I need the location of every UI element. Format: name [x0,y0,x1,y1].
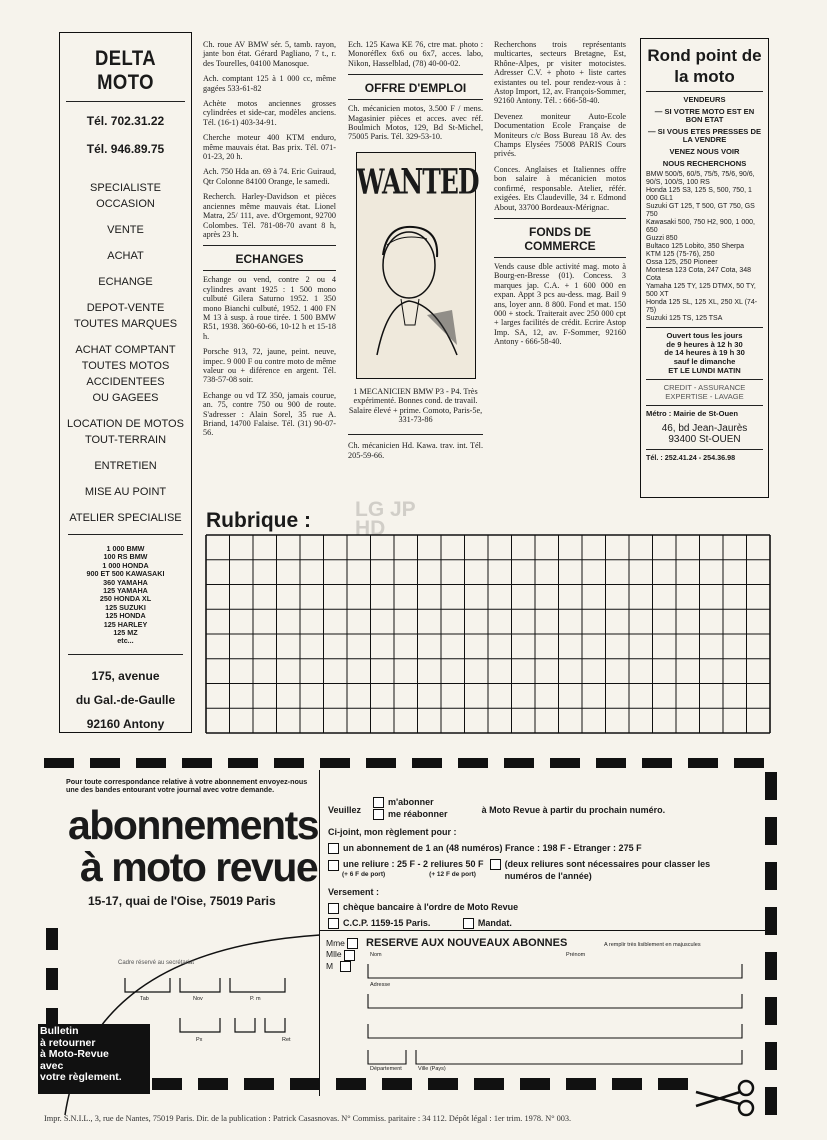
delta-service-item: TOUTES MOTOS [81,360,170,372]
delta-services-list [60,182,191,524]
rond-brand: Yamaha 125 TY, 125 DTMX, 50 TY, 500 XT [646,283,756,299]
classifieds-column-1 [203,40,336,444]
option-reliure: une reliure : 25 F - 2 reliures 50 F [343,859,484,870]
coupon-dash [458,758,488,768]
coupon-dash [550,758,580,768]
delta-model-item: 1 000 BMW [106,544,145,553]
delta-moto-title: DELTA MOTO [94,47,157,94]
delta-service-item: MISE AU POINT [84,486,167,498]
rond-address-line: 93400 St-OUEN [668,433,741,445]
rond-brand: Guzzi 850 [646,235,678,243]
echanges-heading: ECHANGES [235,252,304,267]
coupon-dash [642,758,672,768]
coupon-divider [320,930,768,931]
delta-service-item: TOUTES MARQUES [73,318,178,330]
rond-point-title: Rond point de la moto [647,46,762,86]
classifieds-column-3 [494,40,626,353]
rond-service: EXPERTISE - LAVAGE [665,391,744,401]
wanted-caption: 1 MECANICIEN BMW P3 - P4. Très expérimenté. Bonnes cond. de travail. Salaire élevé + prime. Comoto, Paris-5e, 331-73-86 [348,386,483,425]
delta-address [60,669,191,731]
rond-line: — SI VOUS ETES PRESSES DE LA VENDRE [647,126,762,145]
delta-service-item: ACHAT [107,250,144,262]
coupon-dash [765,1042,777,1070]
classified-ad: Echange ou vend, contre 2 ou 4 cylindres avant 1925 : 1 500 mono culbuté Gilera Saturno 1952. 1 350 mono Bianchi culbuté, 1952. 1 400 FN M 13 à susp. à roue tirée. 1 500 BMW R51, 1938. 360-60-66, 10-12 h et 15-18 h. [203,275,336,341]
classifieds-column-2 [348,40,483,466]
classified-ad: Vends cause dble activité mag. moto à Bourg-en-Bresse (01). Concess. 3 marques jap. C.A. + 1 600 000 en expan. Appt 3 pcs au-dess. mag. Bail 9 ans, loyer ann. 8 800. Fond et mat. 150 000 + stock. Traiterait avec 250 000 cpt + larges facilités de crédit. Ecrire Astop Imp. SA, 12, av. F-Sommer, 92160 Antony - 666-58-40. [494,261,626,347]
cheque-label: chèque bancaire à l'ordre de Moto Revue [343,902,519,913]
coupon-dash [274,758,304,768]
rond-line: NOUS RECHERCHONS [662,158,747,168]
rond-brand: Suzuki GT 125, T 500, GT 750, GS 750 [646,203,755,219]
moto-revue-start: à Moto Revue à partir du prochain numéro. [481,805,666,815]
label-px: Px [196,1037,203,1043]
delta-service-item: OCCASION [96,198,155,210]
bulletin-text [40,1026,122,1084]
publication-footer: Impr. S.N.I.L., 3, rue de Nantes, 75019 Paris. Dir. de la publication : Patrick Casasnovas. N° Commiss. paritaire : 34 112. Dépôt légal : 1er trim. 1978. N° 003. [44,1114,572,1123]
coupon-dash [46,928,58,950]
label-pm: P. m [250,996,261,1002]
departement-label: Département [370,1066,402,1072]
rond-metro: Métro : Mairie de St-Ouen [646,409,738,419]
rond-brand: Kawasaki 500, 750 H2, 900, 1 000, 650 [646,219,755,235]
delta-address-line: du Gal.-de-Gaulle [75,692,176,707]
correspondence-note: Pour toute correspondance relative à votre abonnement envoyez-nous une des bandes entourant votre journal avec votre demande. [66,777,308,794]
option-abonnement-checkbox[interactable] [328,843,339,854]
reserve-heading: RESERVE AUX NOUVEAUX ABONNES [366,937,568,949]
coupon-dash [136,758,166,768]
nom-label: Nom [370,952,382,958]
delta-address-line: 92160 Antony [86,716,165,731]
title-mme: Mme [326,938,345,948]
moto-revue-title: à moto revue [80,844,318,890]
bulletin-line: avec [40,1059,64,1072]
classified-ad: Achète motos anciennes grosses cylindrées et side-car, modèles anciens. Tél. (16-1) 403-34-91. [203,99,336,127]
bulletin-line: Bulletin [40,1025,79,1037]
watermark: LG JP HD [355,498,416,540]
rond-brand: Montesa 123 Cota, 247 Cota, 348 Cota [646,267,752,283]
delta-service-item: DEPOT-VENTE [86,302,165,314]
rond-line: VENDEURS [683,95,726,104]
rond-brand: Ossa 125, 250 Pioneer [646,259,718,267]
delta-model-item: 125 SUZUKI [105,602,146,612]
cijoint-label: Ci-joint, mon règlement pour : [328,827,457,838]
versement-label: Versement : [328,887,380,898]
delta-model-item: 250 HONDA XL [99,594,152,604]
scissors-icon [694,1078,764,1118]
ccp-label: C.C.P. 1159-15 Paris. [343,917,431,928]
reabonner-checkbox[interactable] [373,809,384,820]
classified-ad: Recherch. Harley-Davidson et pièces anciennes même mauvais état. Lionel Matra, 25/ 111, ave. d'Orgemont, 92700 Colombes. Tél. 781-08-70 avant 8 h, après 23 h. [203,192,336,239]
classified-ad: Ach. 750 Hda an. 69 à 74. Eric Guiraud, Qtr Colonne 84100 Orange, le samedi. [203,167,336,186]
rond-phone: Tél. : 252.41.24 - 254.36.98 [646,452,736,462]
delta-phone-1: Tél. 702.31.22 [86,114,165,128]
rond-brand: BMW 500/5, 60/5, 75/5, 75/6, 90/6, 90/S, 100/S, 100 RS [646,171,755,187]
mandat-checkbox[interactable] [463,918,474,929]
coupon-dash [688,758,718,768]
classified-ad: Recherchons trois représentants multicartes, secteurs Bretagne, Est, Rhône-Alpes, pr visiter motocistes. Adresser C.V. + photo + liste cartes existantes ou tel. pour rendez-vous à : Astop Import, 12, av. François-Sommer, 92160 Antony. Tél. : 666-58-40. [494,40,626,106]
delta-service-item: VENTE [107,224,144,236]
delta-model-item: 125 YAMAHA [103,586,148,596]
civility-options [326,938,362,972]
option-reliure-note-checkbox[interactable] [490,859,501,870]
delta-models-list [60,545,191,646]
rond-service: CREDIT - ASSURANCE [663,383,746,393]
classified-ad: Porsche 913, 72, jaune, peint. neuve, impec. 9 000 F ou contre moto de même valeur ou + diférence en argent. Tél. 738-57-08 soir. [203,347,336,385]
rubrique-label: Rubrique : [206,509,311,532]
delta-model-item: 125 MZ [113,628,138,638]
rond-hours-line: ET LE LUNDI MATIN [668,365,741,375]
reabonner-label: me réabonner [388,809,448,820]
veuillez-label: Veuillez [328,805,362,815]
m-checkbox[interactable] [340,961,351,972]
ccp-checkbox[interactable] [328,918,339,929]
bulletin-line: à Moto-Revue [40,1048,109,1060]
classified-ad: Cherche moteur 400 KTM enduro, même mauvais état. Bas prix. Tél. 071-01-23, 20 h. [203,133,336,162]
classified-ad: Ech. 125 Kawa KE 76, ctre mat. photo : Monoréflex 6x6 ou 6x7, acces. labo, Nikon, Hasselblad, (78) 40-00-02. [348,40,483,68]
option-abonnement: un abonnement de 1 an (48 numéros) France : 198 F - Etranger : 275 F [343,843,642,854]
coupon-dash [336,1078,366,1090]
delta-model-item: 125 HARLEY [103,619,148,629]
fonds-de-commerce-heading [494,225,626,253]
wanted-title: WANTED [356,161,479,202]
rond-hours-line: de 14 heures à 19 h 30 [664,348,745,358]
reserve-note: A remplir très lisiblement en majuscules [604,942,701,948]
mme-checkbox[interactable] [347,938,358,949]
coupon-dash [504,758,534,768]
coupon-dash [90,758,120,768]
rond-hours-line: sauf le dimanche [673,356,736,366]
delta-model-item: etc... [117,636,134,646]
coupon-dash [228,758,258,768]
port-1: (+ 6 F de port) [342,870,386,878]
abonner-label: m'abonner [388,797,434,807]
rond-brand: Suzuki 125 TS, 125 TSA [646,315,723,323]
delta-model-item: 125 HONDA [105,611,146,621]
rond-line: — SI VOTRE MOTO EST EN BON ETAT [654,106,755,125]
delta-service-item: OU GAGEES [92,392,159,404]
option-reliure-note: (deux reliures sont nécessaires pour classer les numéros de l'année) [504,859,711,882]
title-m: M [326,960,334,971]
ville-label: Ville (Pays) [418,1066,446,1072]
delta-service-item: ECHANGE [98,276,153,288]
coupon-dash [596,758,626,768]
classified-ad: Ch. roue AV BMW sér. 5, tamb. rayon, jante bon état. Gérard Pagliano, 7 t., r. des Tourelles, 04100 Manosque. [203,40,336,68]
wanted-poster [356,152,479,379]
abonnements-title: abonnements [68,802,319,848]
label-ret: Ret [282,1037,291,1043]
delta-model-item: 1 000 HONDA [102,560,149,570]
rond-hours-line: Ouvert tous les jours [666,331,743,341]
cheque-checkbox[interactable] [328,903,339,914]
coupon-dash [765,997,777,1025]
bulletin-line: votre règlement. [40,1071,122,1083]
coupon-dash [765,1087,777,1115]
delta-service-item: TOUT-TERRAIN [84,434,167,446]
port-2: (+ 12 F de port) [429,870,476,878]
classified-ad: Ach. comptant 125 à 1 000 cc, même gagées 533-61-82 [203,74,336,93]
rond-brand: Honda 125 SL, 125 XL, 250 XL (74-75) [646,299,758,315]
delta-service-item: ACHAT COMPTANT [75,344,176,356]
coupon-dash [320,758,350,768]
prenom-label: Prénom [566,952,586,958]
delta-service-item: SPECIALISTE [90,182,161,194]
label-nov: Nov [193,996,203,1002]
moto-revue-address: 15-17, quai de l'Oise, 75019 Paris [88,894,276,908]
delta-phone-2: Tél. 946.89.75 [86,142,165,156]
subscription-options [328,796,768,929]
coupon-dash [734,758,764,768]
address-fields[interactable] [366,950,746,1080]
delta-address-line: 175, avenue [91,668,160,683]
option-reliure-checkbox[interactable] [328,860,339,871]
label-tab: Tab [140,996,149,1002]
title-mlle: Mlle [326,949,342,960]
bulletin-line: à retourner [40,1036,96,1049]
mlle-checkbox[interactable] [344,950,355,961]
fonds-heading-text: FONDS DE COMMERCE [524,224,596,253]
delta-service-item: ATELIER SPECIALISE [69,512,182,524]
delta-service-item: ACCIDENTEES [86,376,165,388]
coupon-dash [412,758,442,768]
adresse-label: Adresse [370,982,391,988]
rond-line: VENEZ NOUS VOIR [669,146,740,156]
rond-hours-line: de 9 heures à 12 h 30 [666,339,743,349]
coupon-dash [182,758,212,768]
rubrique-grid[interactable] [205,534,771,734]
delta-model-item: 360 YAMAHA [103,577,148,587]
delta-moto-ad [59,32,192,733]
mandat-label: Mandat. [477,917,512,928]
delta-service-item: ENTRETIEN [94,460,157,472]
delta-model-item: 900 ET 500 KAWASAKI [86,569,165,579]
rond-brand: Honda 125 S3, 125 S, 500, 750, 1 000 GL1 [646,187,752,203]
rond-brand: KTM 125 (75-76), 250 [646,251,715,259]
abonner-checkbox[interactable] [373,797,384,808]
coupon-dash [44,758,74,768]
rond-address-line: 46, bd Jean-Jaurès [661,422,748,434]
classified-ad: Ch. mécanicien motos, 3.500 F / mens. Magasinier pièces et acces. avec réf. Boulmich Motos, 129, Bd St-Michel, 75005 Paris. Tél. 329-53-10. [348,104,483,142]
coupon-dash [765,952,777,980]
classified-ad: Echange ou vd TZ 350, jamais courue, an. 75, contre 750 ou 900 de route. S'adresser : Alain Sorel, 35 rue A. Briand, 14700 Falaise. Tél. (31) 90-07-56. [203,390,336,438]
cadre-label: Cadre réservé au secrétariat [118,960,195,966]
offre-emploi-heading: OFFRE D'EMPLOI [364,81,467,96]
col2-last-ad: Ch. mécanicien Hd. Kawa. trav. int. Tél. 205-59-66. [348,441,483,460]
classified-ad: Devenez moniteur Auto-Ecole Documentation Ecole Française de Moniteurs c/c Boss Bureau 18 Av. des Champs Elysées 75008 PARIS Cours privés. [494,111,626,159]
classified-ad: Conces. Anglaises et Italiennes offre bon salaire à mécanicien motos confirmé, responsable. Atelier, référ. exigées. Ets Claudeville, 34 r. Edmond About, 33700 Bordeaux-Mérignac. [494,164,626,212]
wanted-face-illustration [357,205,475,365]
secretariat-boxes [120,970,320,1070]
delta-model-item: 100 RS BMW [103,552,148,562]
rond-point-ad [640,38,769,498]
coupon-dash [366,758,396,768]
coupon-dash [46,968,58,990]
rond-brand: Bultaco 125 Lobito, 350 Sherpa [646,243,745,251]
delta-service-item: LOCATION DE MOTOS [67,418,184,430]
